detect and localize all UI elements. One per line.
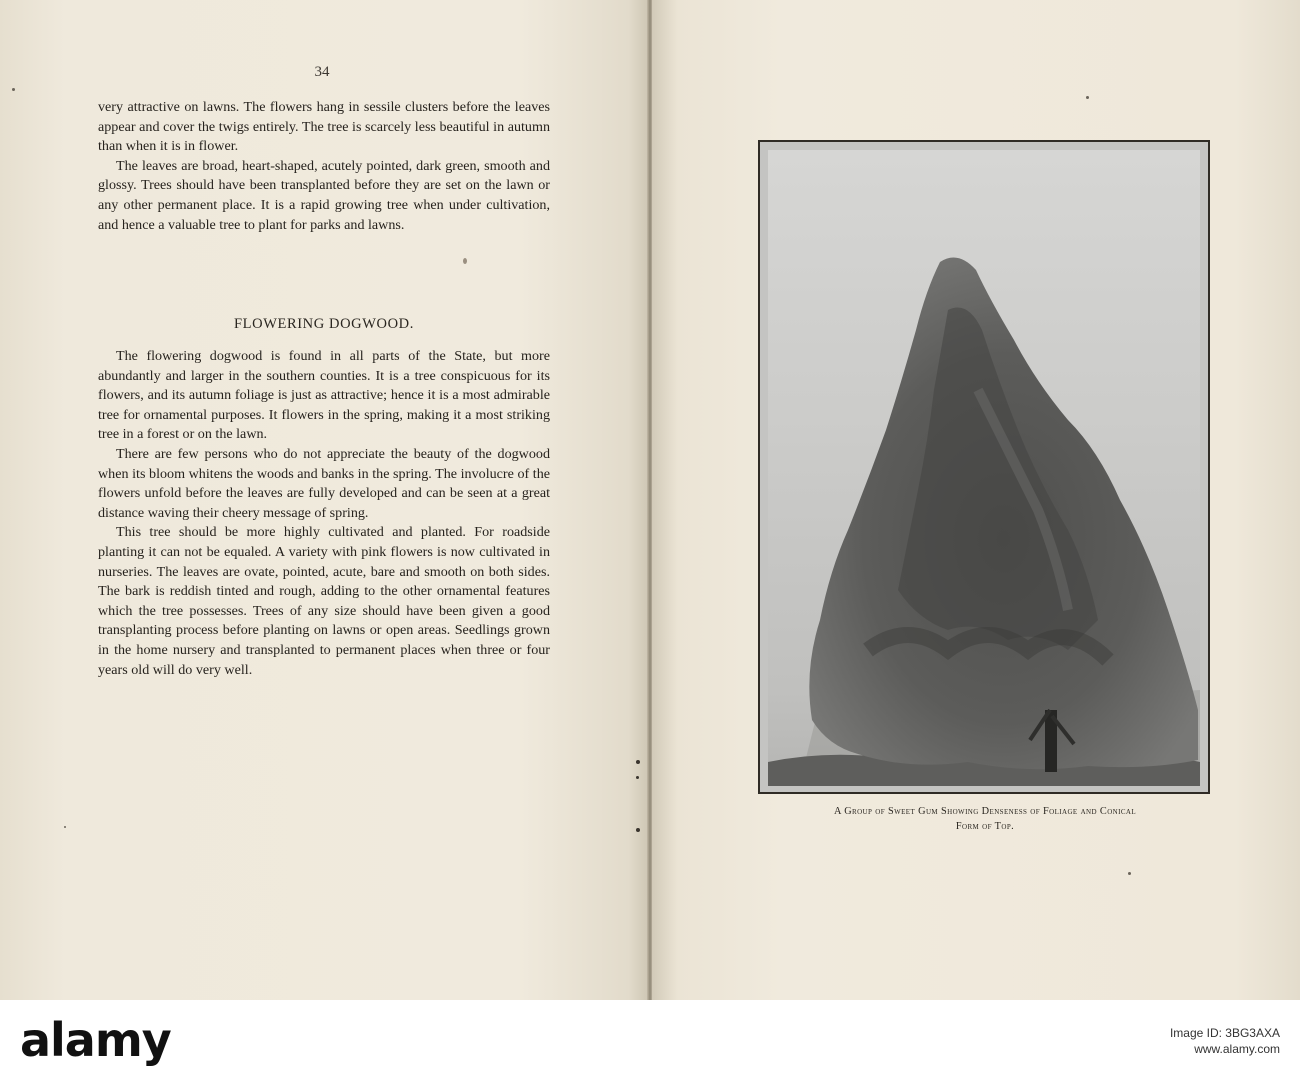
paragraph: The leaves are broad, heart-shaped, acutely pointed, dark green, smooth and glossy. Trees should have been transplanted before they are set on the lawn or any other permanent place. It is a rapid growing tree when under cultivation, and hence a valuable tree to plant for parks and lawns.: [98, 157, 550, 233]
image-reference: [860, 1025, 1280, 1057]
section-heading: FLOWERING DOGWOOD.: [234, 316, 414, 332]
binding-hole: [636, 760, 640, 764]
continuation-text: [98, 98, 550, 235]
tree-illustration: [768, 150, 1200, 786]
dogwood-text: [98, 347, 550, 680]
paragraph: This tree should be more highly cultivated and planted. For roadside planting it can not be equaled. A variety with pink flowers is now cultivated in nurseries. The leaves are ovate, pointed, acute, bare and smooth on both sides. The bark is reddish tinted and rough, adding to the other ornamental features which the tree possesses. Trees of any size should have been given a good transplanting process before planting on lawns or open areas. Seedlings grown in the home nursery and transplanted to permanent places when three or four years old will do very well.: [98, 524, 550, 678]
image-id: Image ID: 3BG3AXA: [1169, 1026, 1280, 1040]
paper-speck: [12, 88, 15, 91]
paragraph: The flowering dogwood is found in all parts of the State, but more abundantly and larger in the southern counties. It is a tree conspicuous for its flowers, and its autumn foliage is just as attractive; hence it is a most admirable tree for ornamental purposes. It flowers in the spring, making it a most striking tree in a forest or on the lawn.: [98, 348, 550, 443]
sweet-gum-photograph: [768, 150, 1200, 786]
binding-hole: [636, 776, 639, 779]
paper-speck: [1128, 872, 1131, 875]
paper-speck: [463, 258, 467, 264]
stock-footer: [0, 1000, 1300, 1082]
paragraph: There are few persons who do not appreciate the beauty of the dogwood when its bloom whitens the woods and banks in the spring. The involucre of the flowers unfold before the leaves are fully developed and can be seen at a great distance waving their cheery message of spring.: [98, 445, 550, 521]
paper-speck: [64, 826, 66, 828]
caption-line: Form of Top.: [955, 821, 1015, 832]
page-number: 34: [314, 64, 330, 80]
paragraph: very attractive on lawns. The flowers hang in sessile clusters before the leaves appear and cover the twigs entirely. The tree is scarcely less beautiful in autumn than when it is in flower.: [98, 99, 550, 155]
photo-caption: [740, 804, 1230, 834]
photo-plate: [758, 140, 1210, 794]
alamy-logo: alamy: [20, 1013, 171, 1067]
site-url: www.alamy.com: [1194, 1042, 1280, 1056]
caption-line: A Group of Sweet Gum Showing Denseness of Foliage and Conical: [833, 806, 1137, 817]
binding-hole: [636, 828, 640, 832]
left-page: [0, 0, 648, 1000]
paper-speck: [1086, 96, 1089, 99]
